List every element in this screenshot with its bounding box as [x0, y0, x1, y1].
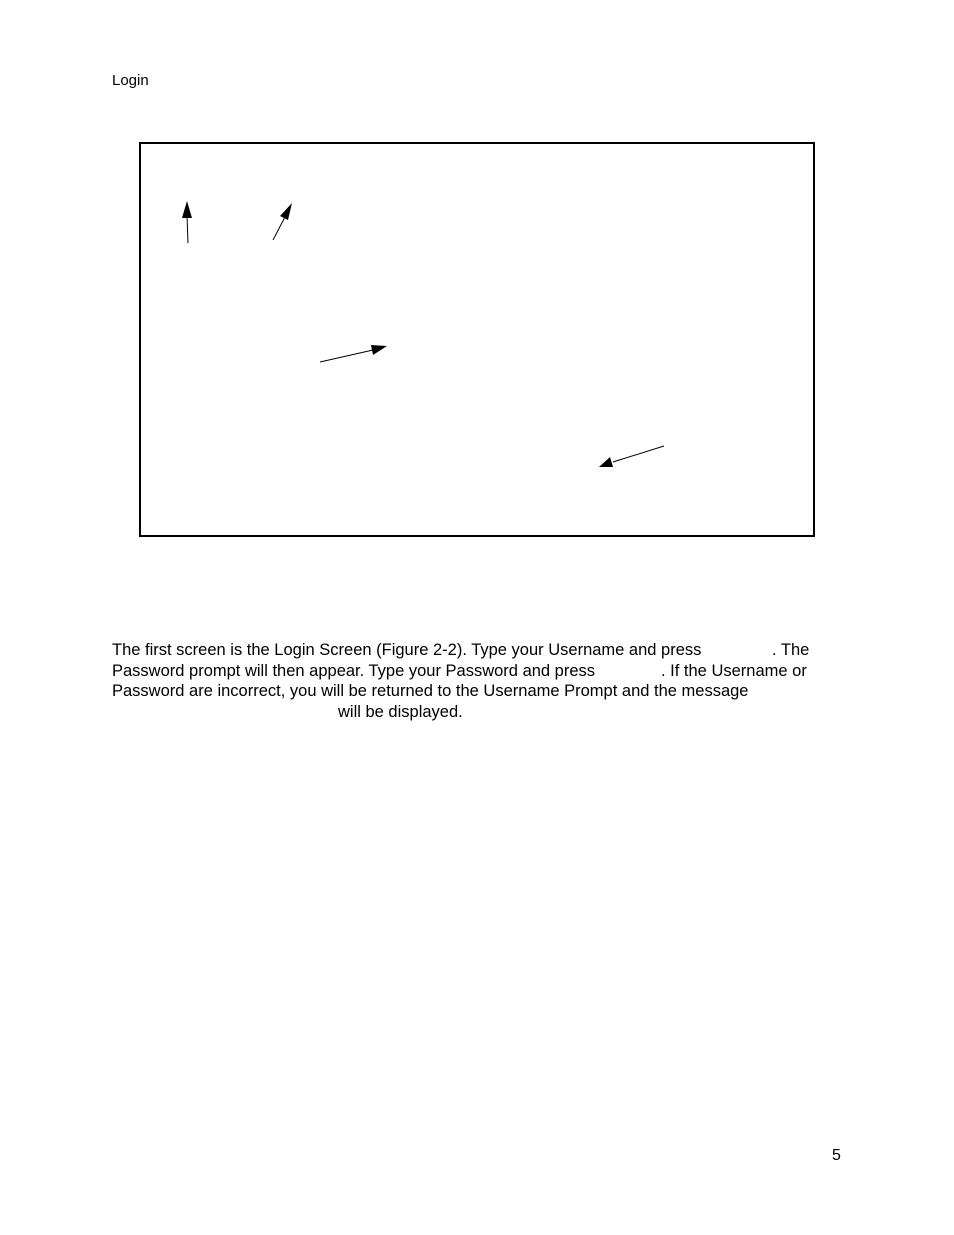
paragraph-line-4 [112, 702, 822, 723]
paragraph-line-4-text: will be displayed. [338, 702, 463, 721]
paragraph-line-1-end: . The [772, 641, 810, 659]
callout-arrow-2 [273, 203, 292, 240]
callout-arrow-3 [320, 345, 387, 362]
paragraph-line-2 [112, 661, 822, 682]
callout-arrow-4 [599, 446, 664, 467]
paragraph-line-1 [112, 640, 822, 661]
paragraph-line-2-start: Password prompt will then appear. Type your Password and press [112, 661, 596, 680]
paragraph-line-3 [112, 681, 822, 702]
running-header-title: Login [112, 72, 149, 89]
login-instructions-paragraph [112, 640, 822, 722]
paragraph-line-1-start: The first screen is the Login Screen (Figure 2-2). Type your Username and press [112, 641, 702, 659]
login-screen-figure [139, 142, 815, 537]
callout-arrow-1 [182, 201, 192, 243]
callout-arrows [141, 144, 813, 535]
paragraph-line-2-end: . If the Username or [661, 661, 807, 680]
paragraph-line-3-text: Password are incorrect, you will be returned to the Username Prompt and the message [112, 682, 749, 700]
page-number: 5 [832, 1147, 841, 1164]
